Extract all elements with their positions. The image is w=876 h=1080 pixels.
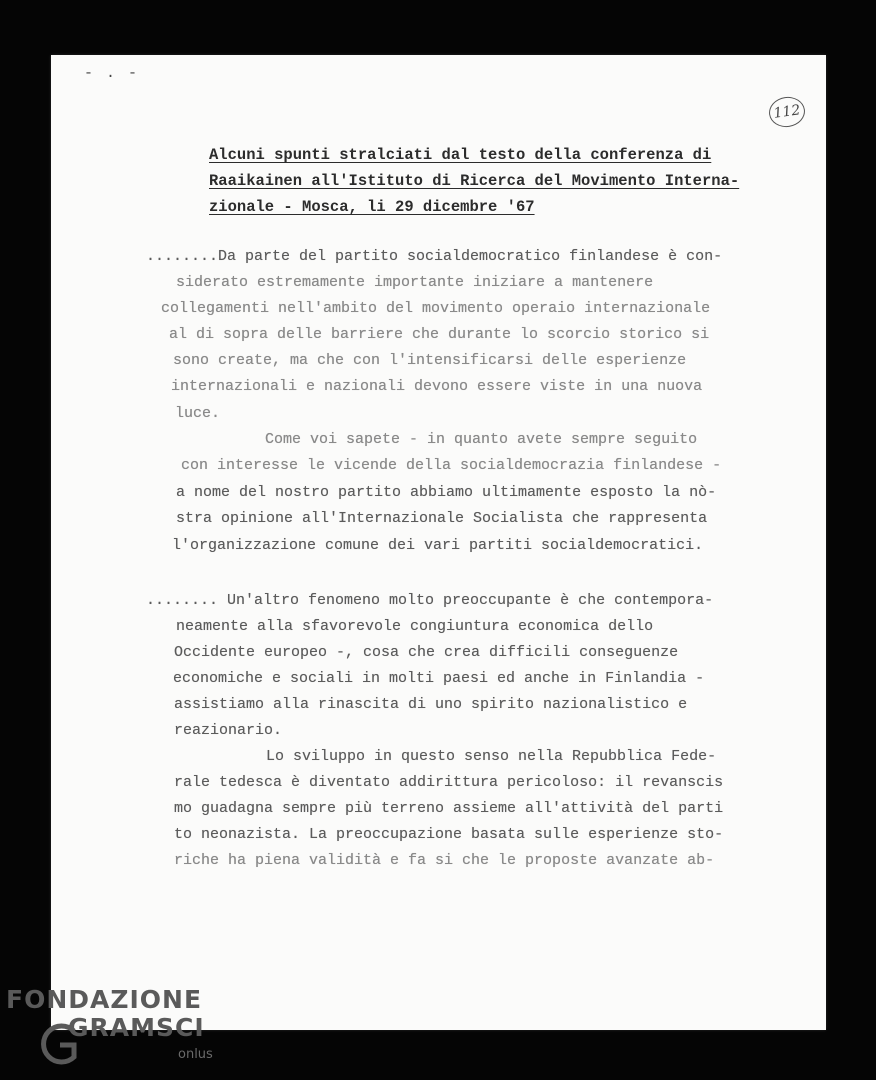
typewritten-page bbox=[51, 55, 826, 1030]
paragraph-line: al di sopra delle barriere che durante lo scorcio storico si bbox=[169, 326, 710, 343]
paragraph-line: economiche e sociali in molti paesi ed anche in Finlandia - bbox=[173, 670, 705, 687]
paragraph-line: riche ha piena validità e fa si che le proposte avanzate ab- bbox=[174, 852, 715, 869]
title-line: Alcuni spunti stralciati dal testo della conferenza di bbox=[209, 146, 712, 164]
paragraph-line: l'organizzazione comune dei vari partiti socialdemocratici. bbox=[172, 537, 704, 554]
paragraph-line: reazionario. bbox=[174, 722, 283, 739]
watermark-line2: GRAMSCI bbox=[68, 1013, 205, 1042]
title-line: Raaikainen all'Istituto di Ricerca del Movimento Interna- bbox=[209, 172, 740, 190]
paragraph-line: Lo sviluppo in questo senso nella Repubblica Fede- bbox=[266, 748, 717, 765]
paragraph-line: rale tedesca è diventato addirittura pericoloso: il revanscis bbox=[174, 774, 724, 791]
paragraph-line: con interesse le vicende della socialdemocrazia finlandese - bbox=[181, 457, 722, 474]
paragraph-line: ........ Un'altro fenomeno molto preoccupante è che contempora- bbox=[146, 592, 714, 609]
fondazione-gramsci-watermark bbox=[0, 985, 220, 1080]
paragraph-line: ........Da parte del partito socialdemocratico finlandese è con- bbox=[146, 248, 723, 265]
watermark-line1: FONDAZIONE bbox=[6, 985, 203, 1014]
paragraph-line: mo guadagna sempre più terreno assieme all'attività del parti bbox=[174, 800, 724, 817]
paragraph-line: Occidente europeo -, cosa che crea difficili conseguenze bbox=[174, 644, 679, 661]
paragraph-line: internazionali e nazionali devono essere viste in una nuova bbox=[171, 378, 703, 395]
document-title bbox=[209, 142, 749, 220]
title-line: zionale - Mosca, li 29 dicembre '67 bbox=[209, 198, 535, 216]
paragraph-line: sono create, ma che con l'intensificarsi delle esperienze bbox=[173, 352, 687, 369]
watermark-suffix: onlus bbox=[178, 1047, 213, 1062]
corner-mark: - . - bbox=[84, 65, 140, 82]
paragraph-line: to neonazista. La preoccupazione basata sulle esperienze sto- bbox=[174, 826, 724, 843]
paragraph-line: collegamenti nell'ambito del movimento operaio internazionale bbox=[161, 300, 711, 317]
paragraph-line: a nome del nostro partito abbiamo ultimamente esposto la nò- bbox=[176, 484, 717, 501]
paragraph-line: luce. bbox=[175, 405, 221, 422]
paragraph-line: Come voi sapete - in quanto avete sempre seguito bbox=[265, 431, 698, 448]
handwritten-page-number: 112 bbox=[767, 95, 807, 130]
paragraph-line: neamente alla sfavorevole congiuntura economica dello bbox=[176, 618, 654, 635]
paragraph-line: stra opinione all'Internazionale Socialista che rappresenta bbox=[176, 510, 708, 527]
paragraph-line: siderato estremamente importante iniziare a mantenere bbox=[176, 274, 654, 291]
paragraph-line: assistiamo alla rinascita di uno spirito nazionalistico e bbox=[174, 696, 688, 713]
